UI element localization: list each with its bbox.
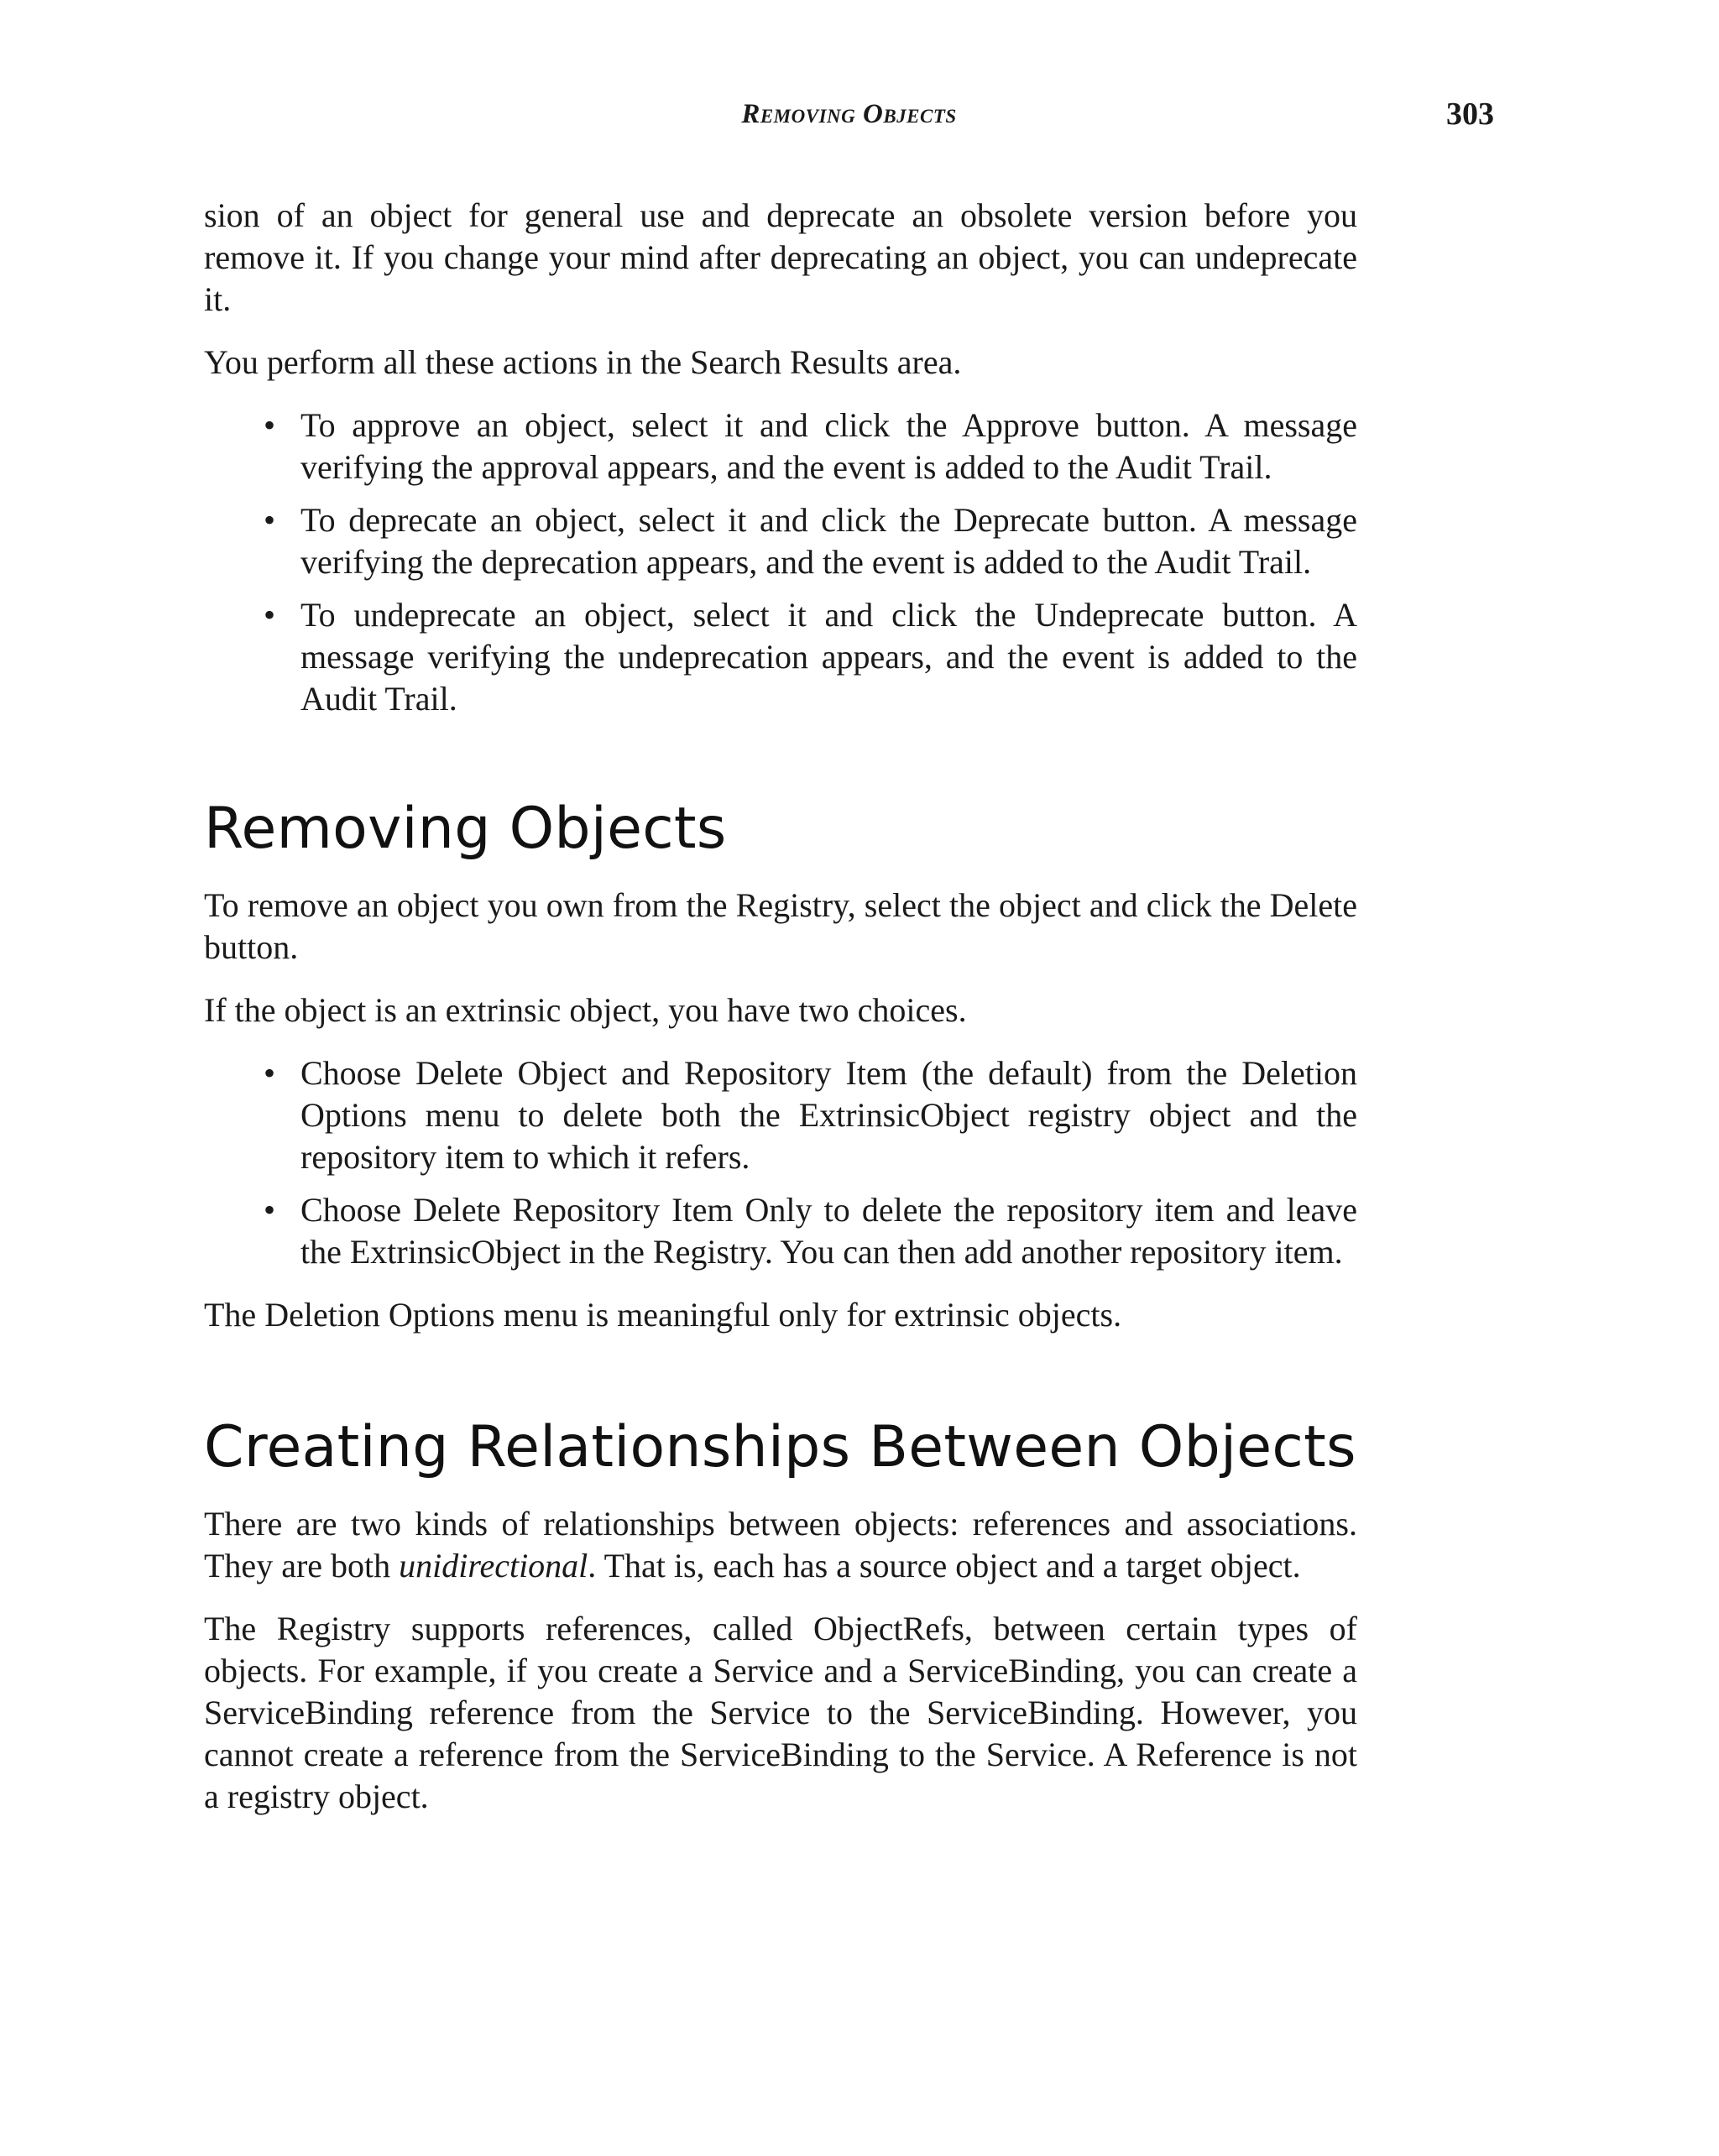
page-body: [204, 195, 1357, 1839]
removing-paragraph-3: The Deletion Options menu is meaningful only for extrinsic objects.: [204, 1296, 1122, 1334]
removing-paragraph-2: If the object is an extrinsic object, you have two choices.: [204, 991, 967, 1029]
list-item: [264, 1189, 1357, 1273]
list-item-text: Choose Delete Object and Repository Item (the default) from the Deletion Options menu to delete both the ExtrinsicObject registry object and the repository item to which it refers.: [300, 1054, 1357, 1176]
list-item-text: Choose Delete Repository Item Only to delete the repository item and leave the ExtrinsicObject in the Registry. You can then add another repository item.: [300, 1191, 1357, 1271]
list-item: [264, 499, 1357, 583]
intro-paragraph-2: You perform all these actions in the Search Results area.: [204, 343, 962, 381]
section-heading-removing-objects: Removing Objects: [204, 796, 727, 862]
list-item-text: To deprecate an object, select it and click the Deprecate button. A message verifying the deprecation appears, and the event is added to the Audit Trail.: [300, 501, 1357, 581]
deletion-options-list: [204, 1052, 1357, 1273]
intro-bullet-list: [204, 405, 1357, 720]
running-header: [204, 99, 1494, 141]
list-item: [264, 405, 1357, 488]
list-item-text: To undeprecate an object, select it and click the Undeprecate button. A message verifying the undeprecation appears, and the event is added to the Audit Trail.: [300, 596, 1357, 718]
relationships-paragraph-1: [204, 1503, 1357, 1587]
section-heading-creating-relationships: Creating Relationships Between Objects: [204, 1414, 1356, 1480]
relationships-paragraph-2: The Registry supports references, called ObjectRefs, between certain types of objects. For example, if you create a Service and a ServiceBinding, you can create a ServiceBinding reference from the Service to the ServiceBinding. However, you cannot create a reference from the ServiceBinding to the Service. A Reference is not a registry object.: [204, 1610, 1357, 1815]
relationships-paragraph-1-start: There are two kinds of relationships between objects: references and associations. They are both: [204, 1505, 1357, 1584]
list-item-text: To approve an object, select it and click the Approve button. A message verifying the approval appears, and the event is added to the Audit Trail.: [300, 406, 1357, 486]
list-item: [264, 1052, 1357, 1178]
emphasis-unidirectional: unidirectional: [399, 1547, 588, 1584]
list-item: [264, 594, 1357, 720]
relationships-paragraph-1-end: . That is, each has a source object and a target object.: [588, 1547, 1301, 1584]
bullet-icon: •: [264, 1054, 276, 1092]
bullet-icon: •: [264, 1191, 276, 1229]
bullet-icon: •: [264, 596, 276, 634]
removing-paragraph-1: To remove an object you own from the Registry, select the object and click the Delete button.: [204, 886, 1357, 966]
bullet-icon: •: [264, 406, 276, 444]
intro-paragraph-1: sion of an object for general use and deprecate an obsolete version before you remove it. If you change your mind after deprecating an object, you can undeprecate it.: [204, 196, 1357, 318]
running-title: Removing Objects: [741, 99, 957, 129]
bullet-icon: •: [264, 501, 276, 539]
page-number: 303: [1446, 97, 1494, 132]
